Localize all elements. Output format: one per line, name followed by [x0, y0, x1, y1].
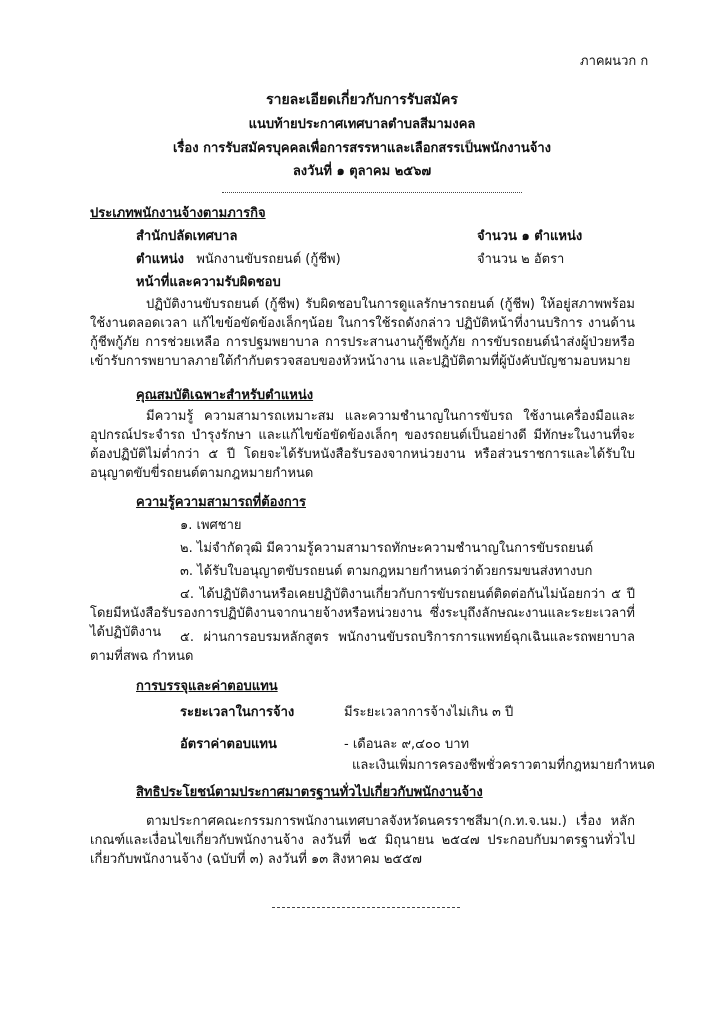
document-date: ลงวันที่ ๑ ตุลาคม ๒๕๖๗ — [292, 164, 432, 179]
qualifications-heading: คุณสมบัติเฉพาะสำหรับตำแหน่ง — [136, 388, 314, 403]
end-divider — [272, 907, 460, 908]
employment-heading: การบรรจุและค่าตอบแทน — [136, 679, 278, 694]
duration-value: มีระยะเวลาการจ้างไม่เกิน ๓ ปี — [344, 705, 514, 720]
duration-label: ระยะเวลาในการจ้าง — [180, 705, 295, 720]
rate-count: จำนวน ๒ อัตรา — [477, 252, 565, 267]
requirement-item: ๑. เพศชาย — [180, 518, 242, 533]
document-title: รายละเอียดเกี่ยวกับการรับสมัคร — [266, 92, 458, 108]
pay-value: - เดือนละ ๙,๔๐๐ บาท — [344, 737, 470, 752]
requirements-heading: ความรู้ความสามารถที่ต้องการ — [136, 495, 306, 510]
benefits-text: ตามประกาศคณะกรรมการพนักงานเทศบาลจังหวัดนครราชสีมา(ก.ท.จ.นม.) เรื่อง หลักเกณฑ์และเงื่อนไขเกี่ยวกับพนักงานจ้าง ลงวันที่ ๒๕ มิถุนายน ๒๕๔๗ ประกอบกับมาตรฐานทั่วไปเกี่ยวกับพนักงานจ้าง (ฉบับที่ ๓) ลงวันที่ ๑๓ สิงหาคม ๒๕๕๗ — [90, 814, 635, 867]
requirement-item: ๔. ได้ปฏิบัติงานหรือเคยปฏิบัติงานเกี่ยวกับการขับรถยนต์ติดต่อกันไม่น้อยกว่า ๕ ปี โดยมีหนังสือรับรองการปฏิบัติงานจากนายจ้างหรือหน่วยงาน ซึ่งระบุถึงลักษณะงานและระยะเวลาที่ได้ปฏิบัติงาน — [90, 587, 635, 640]
document-subject: เรื่อง การรับสมัครบุคคลเพื่อการสรรหาและเลือกสรรเป็นพนักงานจ้าง — [172, 141, 552, 156]
annex-label: ภาคผนวก ก — [580, 54, 649, 69]
position-count: จำนวน ๑ ตำแหน่ง — [477, 229, 583, 244]
position-line — [136, 251, 341, 270]
mission-type-heading: ประเภทพนักงานจ้างตามภารกิจ — [90, 206, 266, 221]
qualifications-text: มีความรู้ ความสามารถเหมาะสม และความชำนาญในการขับรถ ใช้งานเครื่องมือและอุปกรณ์ประจำรถ บำรุงรักษา และแก้ไขข้อขัดข้องเล็กๆ ของรถยนต์เป็นอย่างดี มีทักษะในงานที่จะต้องปฏิบัติไม่ต่ำกว่า ๕ ปี โดยจะได้รับหนังสือรับรองจากหน่วยงาน หรือส่วนราชการและได้รับใบอนุญาตขับขี่รถยนต์ตามกฎหมายกำหนด — [90, 409, 635, 481]
duties-heading: หน้าที่และความรับผิดชอบ — [136, 275, 281, 290]
document-subtitle: แนบท้ายประกาศเทศบาลตำบลสีมามงคล — [248, 117, 476, 132]
benefits-heading: สิทธิประโยชน์ตามประกาศมาตรฐานทั่วไปเกี่ยวกับพนักงานจ้าง — [136, 785, 483, 800]
duties-text: ปฏิบัติงานขับรถยนต์ (กู้ชีพ) รับผิดชอบในการดูแลรักษารถยนต์ (กู้ชีพ) ให้อยู่สภาพพร้อมใช้งานตลอดเวลา แก้ไขข้อขัดข้องเล็กๆน้อย ในการใช้รถดังกล่าว ปฏิบัติหน้าที่งานบริการ งานด้านกู้ชีพกู้ภัย การช่วยเหลือ การปฐมพยาบาล การประสานงานกู้ชีพกู้ภัย การขับรถยนต์นำส่งผู้ป่วยหรือเข้ารับการพยาบาลภายใต้กำกับตรวจสอบของหัวหน้างาน และปฏิบัติตามที่ผู้บังคับบัญชามอบหมาย — [90, 297, 635, 369]
requirement-item: ๕. ผ่านการอบรมหลักสูตร พนักงานขับรถบริการการแพทย์ฉุกเฉินและรถพยาบาล ตามที่สพฉ กำหนด — [90, 630, 635, 664]
pay-label: อัตราค่าตอบแทน — [180, 737, 277, 752]
requirement-item: ๓. ได้รับใบอนุญาตขับรถยนต์ ตามกฎหมายกำหนดว่าด้วยกรมขนส่งทางบก — [180, 564, 593, 579]
dotted-divider — [222, 192, 522, 193]
requirement-item: ๒. ไม่จำกัดวุฒิ มีความรู้ความสามารถทักษะความชำนาญในการขับรถยนต์ — [180, 541, 594, 556]
office-name: สำนักปลัดเทศบาล — [136, 229, 238, 244]
position-name: พนักงานขับรถยนต์ (กู้ชีพ) — [196, 252, 341, 267]
position-label: ตำแหน่ง — [136, 252, 184, 267]
pay-extra: และเงินเพิ่มการครองชีพชั่วคราวตามที่กฎหมายกำหนด — [352, 758, 655, 773]
